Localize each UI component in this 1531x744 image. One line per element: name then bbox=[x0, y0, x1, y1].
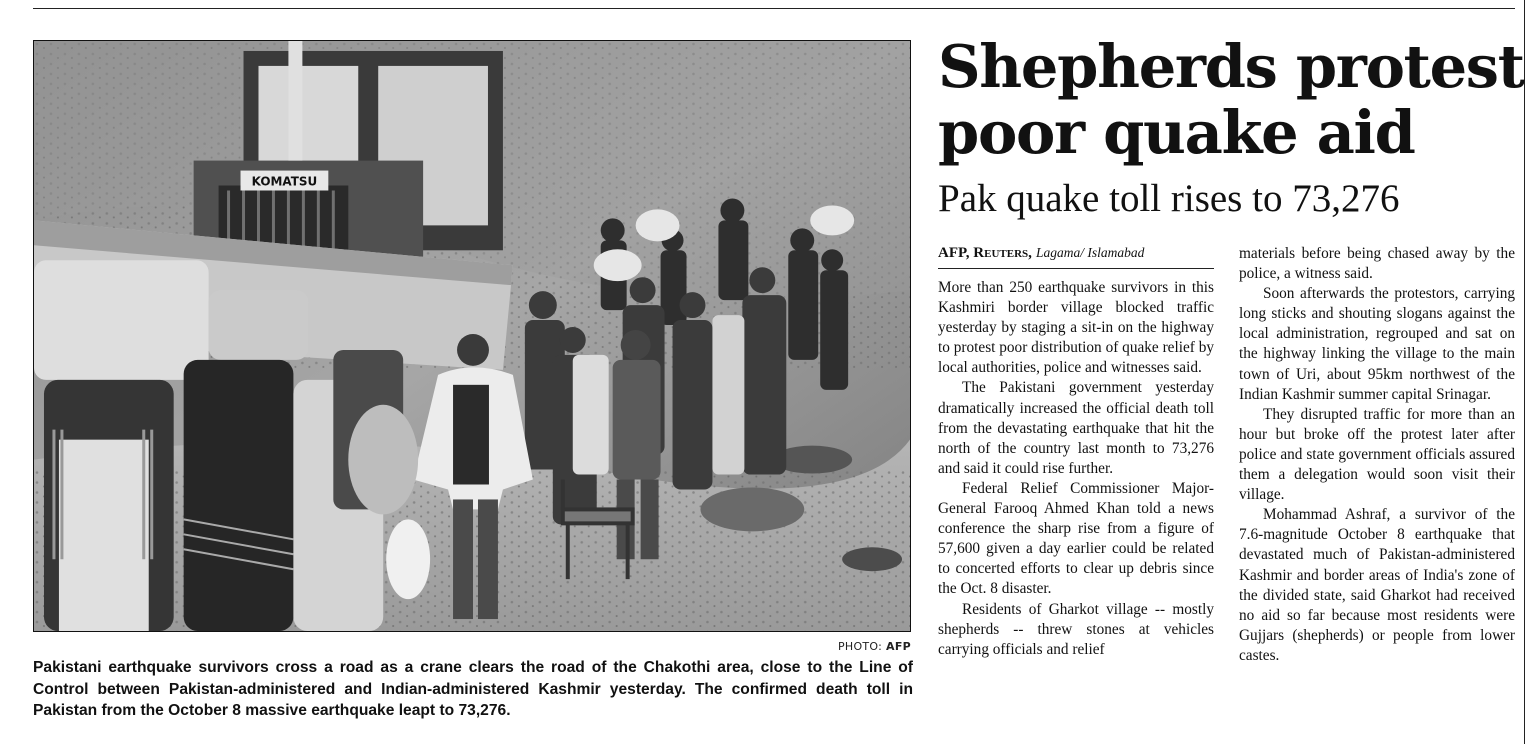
bulldozer-brand: KOMATSU bbox=[251, 174, 318, 189]
paragraph: More than 250 earthquake survivors in this Kashmiri border village blocked traffic yesterday by staging a sit-in on the highway to protest poor distribution of quake relief by local authorities, police and witnesses said. bbox=[938, 279, 1214, 377]
photo-image-icon bbox=[34, 41, 910, 631]
photo-caption: Pakistani earthquake survivors cross a road as a crane clears the road of the Chakothi area, close to the Line of Control between Pakistan-administered and Indian-administered Kashmir yesterday. The confirmed death toll in Pakistan from the October 8 massive earthquake leapt to 73,276. bbox=[33, 659, 913, 719]
byline-agencies: AFP, Reuters, bbox=[938, 245, 1032, 261]
photo-credit-label: PHOTO: bbox=[837, 640, 883, 653]
paragraph: Soon afterwards the protestors, carrying long sticks and shouting slogans against the local administration, regrouped and sat on the highway linking the village to the main town of Uri, about 95km northwest of the Indian Kashmir summer capital Srinagar. bbox=[1239, 285, 1515, 403]
article-column-1 bbox=[938, 278, 1214, 660]
paragraph: Residents of Gharkot village -- mostly shepherds -- threw stones at vehicles carrying officials and relief bbox=[938, 600, 1214, 658]
article-column-2 bbox=[1239, 244, 1515, 666]
right-column-rule bbox=[1524, 0, 1525, 744]
paragraph: Mohammad Ashraf, a survivor of the 7.6-magnitude October 8 earthquake that devastated much of Pakistan-administered Kashmir and border areas of India's zone of the divided state, said Gharkot had received no aid so far because most residents were Gujjars (shepherds) or people from lower castes. bbox=[1239, 506, 1515, 664]
byline bbox=[938, 243, 1214, 264]
byline-place: Lagama/ Islamabad bbox=[1036, 245, 1145, 260]
byline-rule bbox=[938, 268, 1214, 269]
top-rule bbox=[33, 8, 1515, 9]
paragraph: Federal Relief Commissioner Major-General Farooq Ahmed Khan told a news conference the sharp rise from a figure of 57,600 given a day earlier could be related to concerted efforts to clear up debris since the Oct. 8 disaster. bbox=[938, 479, 1214, 598]
paragraph: materials before being chased away by the police, a witness said. bbox=[1239, 245, 1515, 283]
subheadline: Pak quake toll rises to 73,276 bbox=[938, 177, 1400, 220]
headline-line-2: poor quake aid bbox=[938, 98, 1415, 167]
headline-line-1: Shepherds protest bbox=[938, 32, 1524, 101]
news-photo bbox=[33, 40, 911, 632]
headline bbox=[938, 34, 1523, 166]
paragraph: The Pakistani government yesterday dramatically increased the official death toll from the devastating earthquake that hit the north of the country last month to 73,276 and said it could rise further. bbox=[938, 379, 1214, 477]
photo-credit-source: AFP bbox=[886, 640, 911, 653]
paragraph: They disrupted traffic for more than an hour but broke off the protest later after police and state government officials assured them a delegation would soon visit their village. bbox=[1239, 405, 1515, 504]
photo-credit bbox=[838, 640, 911, 653]
